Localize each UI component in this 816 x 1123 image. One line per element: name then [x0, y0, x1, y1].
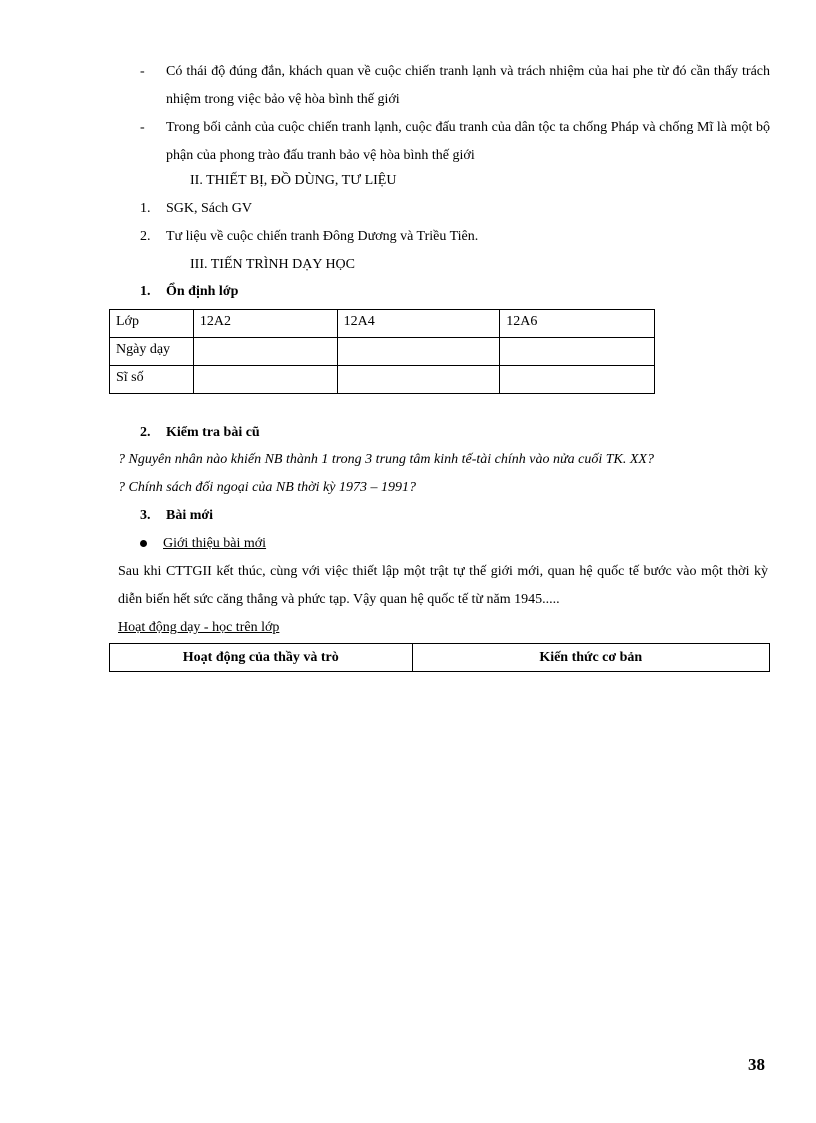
step-heading-new-lesson [140, 508, 213, 524]
step-title: Ổn định lớp [166, 284, 239, 299]
objective-item [140, 114, 770, 170]
step-number: 3. [140, 508, 151, 523]
table-cell: Ngày dạy [110, 338, 194, 366]
section-heading-equipment: II. THIẾT BỊ, ĐỒ DÙNG, TƯ LIỆU [190, 173, 397, 188]
table-cell [337, 366, 500, 394]
activity-label: Hoạt động dạy - học trên lớp [118, 620, 280, 635]
dash-marker: - [140, 64, 145, 79]
step-number: 2. [140, 425, 151, 440]
review-question: ? Nguyên nhân nào khiến NB thành 1 trong 3 trung tâm kinh tế-tài chính vào nửa cuối TK. XX? [118, 452, 654, 467]
table-row [110, 338, 655, 366]
objective-item [140, 58, 770, 114]
table-cell: 12A6 [500, 310, 655, 338]
table-cell: Sĩ số [110, 366, 194, 394]
column-header: Hoạt động của thầy và trò [110, 644, 413, 672]
table-row [110, 366, 655, 394]
column-header: Kiến thức cơ bản [412, 644, 769, 672]
table-row [110, 310, 655, 338]
activity-table [109, 643, 770, 672]
table-cell: Lớp [110, 310, 194, 338]
table-cell [500, 338, 655, 366]
intro-label: Giới thiệu bài mới [163, 536, 267, 551]
intro-bullet [140, 536, 266, 552]
equipment-item [140, 201, 252, 217]
step-heading-class-order [140, 284, 238, 300]
review-question: ? Chính sách đối ngoại của NB thời kỳ 1973 – 1991? [118, 480, 416, 495]
item-number: 2. [140, 229, 151, 244]
objective-text: Trong bối cảnh của cuộc chiến tranh lạnh, cuộc đấu tranh của dân tộc ta chống Pháp và chống Mĩ là một bộ phận của phong trào đấu tranh bảo vệ hòa bình thế giới [166, 120, 770, 163]
table-cell: 12A4 [337, 310, 500, 338]
step-title: Kiểm tra bài cũ [166, 425, 260, 440]
equipment-item [140, 229, 478, 245]
table-cell [193, 366, 337, 394]
section-heading-process: III. TIẾN TRÌNH DẠY HỌC [190, 257, 355, 272]
item-text: SGK, Sách GV [166, 201, 252, 216]
table-cell [337, 338, 500, 366]
table-cell [500, 366, 655, 394]
table-header-row [110, 644, 770, 672]
step-number: 1. [140, 284, 151, 299]
objective-text: Có thái độ đúng đắn, khách quan về cuộc chiến tranh lạnh và trách nhiệm của hai phe từ đó cần thấy trách nhiệm trong việc bảo vệ hòa bình thế giới [166, 64, 770, 107]
item-number: 1. [140, 201, 151, 216]
table-cell: 12A2 [193, 310, 337, 338]
intro-paragraph: Sau khi CTTGII kết thúc, cùng với việc thiết lập một trật tự thế giới mới, quan hệ quốc tế bước vào một thời kỳ diễn biến hết sức căng thẳng và phức tạp. Vậy quan hệ quốc tế từ năm 1945..... [118, 564, 768, 607]
item-text: Tư liệu về cuộc chiến tranh Đông Dương và Triều Tiên. [166, 229, 479, 244]
class-roster-table [109, 309, 655, 394]
step-heading-review [140, 425, 260, 441]
bullet-icon [140, 540, 147, 547]
dash-marker: - [140, 120, 145, 135]
step-title: Bài mới [166, 508, 214, 523]
page-number: 38 [748, 1055, 765, 1074]
table-cell [193, 338, 337, 366]
